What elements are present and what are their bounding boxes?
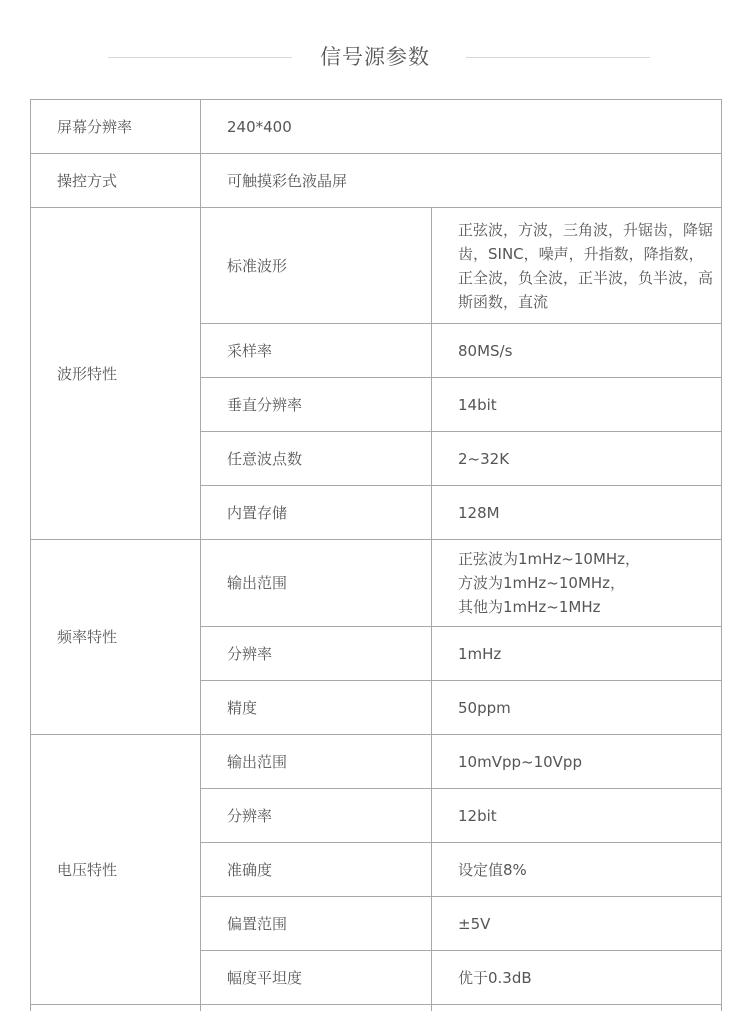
item-value: 优于0.3dB [432, 951, 722, 1005]
item-label: 任意波点数 [201, 432, 432, 486]
item-label: 精度 [201, 681, 432, 735]
item-label: 输出范围 [201, 540, 432, 627]
item-label: 偏置范围 [201, 897, 432, 951]
item-label: 分辨率 [201, 789, 432, 843]
row-label: 操控方式 [31, 154, 201, 208]
cut-off-cell [432, 1005, 722, 1011]
table-row [31, 735, 722, 789]
table-row [31, 540, 722, 627]
item-label: 内置存储 [201, 486, 432, 540]
group-label-frequency: 频率特性 [31, 540, 201, 735]
item-label: 准确度 [201, 843, 432, 897]
item-value: 2~32K [432, 432, 722, 486]
item-label: 标准波形 [201, 208, 432, 324]
item-label: 垂直分辨率 [201, 378, 432, 432]
table-row [31, 208, 722, 324]
title-divider-right [466, 57, 650, 58]
page-title: 信号源参数 [320, 45, 430, 69]
table-row [31, 154, 722, 208]
item-value: 12bit [432, 789, 722, 843]
group-label-voltage: 电压特性 [31, 735, 201, 1005]
value-line: 方波为1mHz~10MHz， [458, 574, 626, 592]
table-row [31, 100, 722, 154]
row-value: 240*400 [201, 100, 722, 154]
row-label: 屏幕分辨率 [31, 100, 201, 154]
cut-off-cell [31, 1005, 201, 1011]
group-label-waveform: 波形特性 [31, 208, 201, 540]
item-label: 分辨率 [201, 627, 432, 681]
item-value: 50ppm [432, 681, 722, 735]
spec-table [30, 99, 722, 1011]
section-header [0, 0, 750, 100]
item-label: 输出范围 [201, 735, 432, 789]
value-line: 正弦波为1mHz~10MHz， [458, 550, 641, 568]
item-label: 采样率 [201, 324, 432, 378]
item-value [432, 540, 722, 627]
item-value: 80MS/s [432, 324, 722, 378]
value-line: 其他为1mHz~1MHz [458, 598, 601, 616]
item-label: 幅度平坦度 [201, 951, 432, 1005]
item-value: 10mVpp~10Vpp [432, 735, 722, 789]
item-value: 正弦波，方波，三角波，升锯齿，降锯齿，SINC，噪声，升指数，降指数，正全波，负全波，正半波，负半波，高斯函数，直流 [432, 208, 722, 324]
item-value: 128M [432, 486, 722, 540]
row-value: 可触摸彩色液晶屏 [201, 154, 722, 208]
item-value: 设定值8% [432, 843, 722, 897]
table-row-partial [31, 1005, 722, 1011]
item-value: ±5V [432, 897, 722, 951]
item-value: 1mHz [432, 627, 722, 681]
cut-off-cell [201, 1005, 432, 1011]
item-value: 14bit [432, 378, 722, 432]
